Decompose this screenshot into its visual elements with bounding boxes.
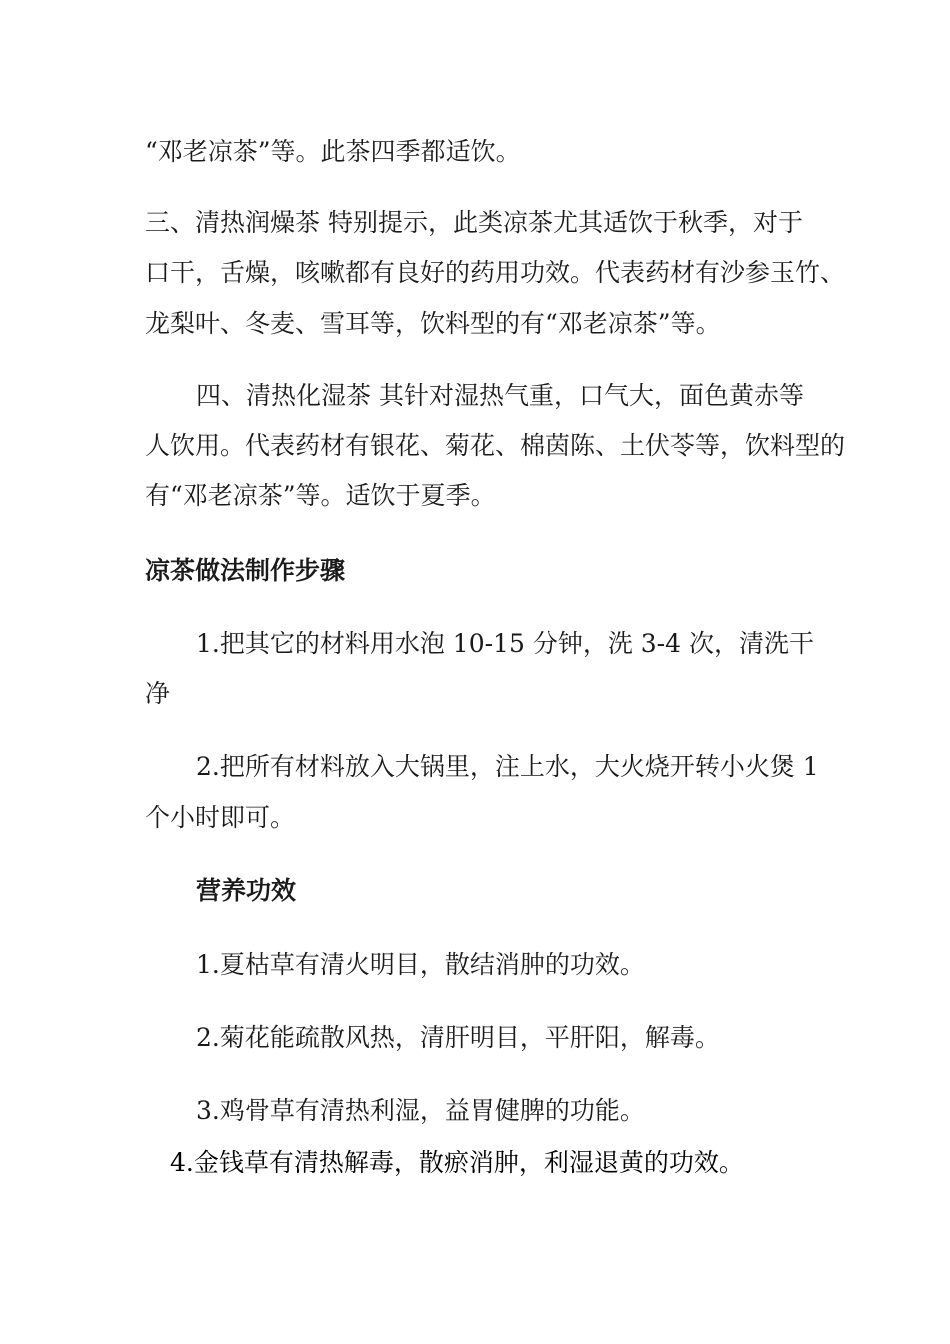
para-3-line-3: 龙梨叶、冬麦、雪耳等，饮料型的有“邓老凉茶”等。 xyxy=(145,309,721,338)
heading-benefits: 营养功效 xyxy=(196,876,297,905)
benefit-item: 1.夏枯草有清火明目，散结消肿的功效。 xyxy=(196,950,645,979)
step-2-line-1: 2.把所有材料放入大锅里，注上水，大火烧开转小火煲 1 xyxy=(196,752,819,781)
para-3-line-2: 口干，舌燥，咳嗽都有良好的药用功效。代表药材有沙参玉竹、 xyxy=(145,258,846,287)
step-1-line-1: 1.把其它的材料用水泡 10-15 分钟，洗 3-4 次，清洗干 xyxy=(196,629,814,658)
para-4-line-1: 四、清热化湿茶 其针对湿热气重，口气大，面色黄赤等 xyxy=(196,381,804,410)
benefit-item: 3.鸡骨草有清热利湿，益胃健脾的功能。 xyxy=(196,1096,645,1125)
para-4-line-3: 有“邓老凉茶”等。适饮于夏季。 xyxy=(145,481,496,510)
benefit-item: 4.金钱草有清热解毒，散瘀消肿，利湿退黄的功效。 xyxy=(170,1148,744,1177)
step-2-line-2: 个小时即可。 xyxy=(145,803,296,832)
intro-line-1: “邓老凉茶”等。此茶四季都适饮。 xyxy=(145,137,521,166)
para-3-line-1: 三、清热润燥茶 特别提示，此类凉茶尤其适饮于秋季，对于 xyxy=(145,208,803,237)
heading-steps: 凉茶做法制作步骤 xyxy=(145,556,346,585)
step-1-line-2: 净 xyxy=(145,679,171,708)
para-4-line-2: 人饮用。代表药材有银花、菊花、棉茵陈、土伏苓等，饮料型的 xyxy=(145,431,846,460)
benefit-item: 2.菊花能疏散风热，清肝明目，平肝阳，解毒。 xyxy=(196,1023,720,1052)
